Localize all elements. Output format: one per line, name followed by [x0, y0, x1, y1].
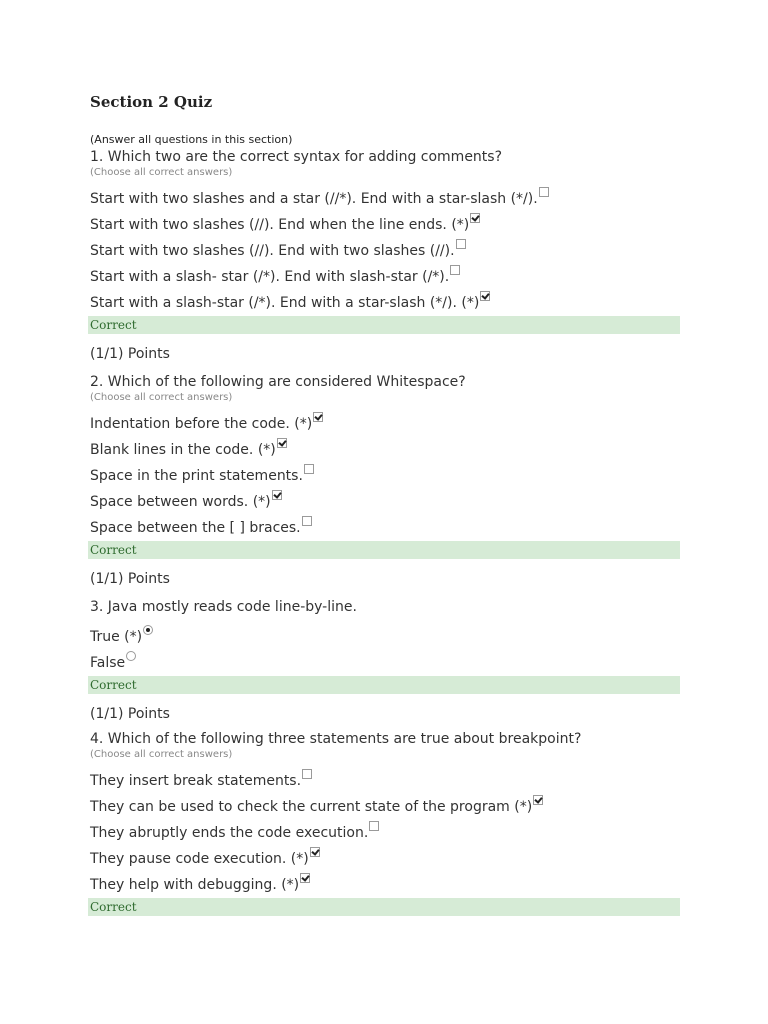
radio-button[interactable]	[143, 625, 153, 635]
checkbox[interactable]	[369, 821, 379, 831]
answer-option	[90, 515, 680, 541]
option-label: Start with a slash-star (/*). End with a star-slash (*/). (*)	[90, 295, 480, 311]
points-score: (1/1) Points	[90, 571, 170, 587]
option-label: They insert break statements.	[90, 773, 302, 789]
checkbox[interactable]	[277, 438, 287, 448]
status-correct: Correct	[88, 676, 680, 694]
checkbox[interactable]	[450, 265, 460, 275]
option-label: Start with two slashes (//). End with two slashes (//).	[90, 243, 455, 259]
checkbox[interactable]	[539, 187, 549, 197]
checkbox[interactable]	[456, 239, 466, 249]
status-correct: Correct	[88, 898, 680, 916]
option-label: Space between the [ ] braces.	[90, 520, 301, 536]
answer-option	[90, 489, 680, 515]
question-text: 2. Which of the following are considered Whitespace?	[90, 374, 466, 390]
option-label: They abruptly ends the code execution.	[90, 825, 369, 841]
answer-option	[90, 650, 680, 676]
answer-option	[90, 238, 680, 264]
section-instructions: (Answer all questions in this section)	[90, 133, 293, 146]
option-label: Space between words. (*)	[90, 494, 271, 510]
status-correct: Correct	[88, 316, 680, 334]
checkbox[interactable]	[300, 873, 310, 883]
points-score: (1/1) Points	[90, 706, 170, 722]
checkbox[interactable]	[313, 412, 323, 422]
points-score: (1/1) Points	[90, 346, 170, 362]
answer-option	[90, 411, 680, 437]
option-label: They can be used to check the current state of the program (*)	[90, 799, 533, 815]
option-label: Start with a slash- star (/*). End with slash-star (/*).	[90, 269, 450, 285]
answer-option	[90, 624, 680, 650]
question-hint: (Choose all correct answers)	[90, 392, 233, 403]
checkbox[interactable]	[310, 847, 320, 857]
answer-option	[90, 846, 680, 872]
checkbox[interactable]	[470, 213, 480, 223]
answer-option	[90, 872, 680, 898]
question-text: 4. Which of the following three statements are true about breakpoint?	[90, 731, 582, 747]
option-label: They help with debugging. (*)	[90, 877, 300, 893]
option-label: Start with two slashes and a star (//*). End with a star-slash (*/).	[90, 191, 538, 207]
checkbox[interactable]	[272, 490, 282, 500]
question-text: 1. Which two are the correct syntax for adding comments?	[90, 149, 503, 165]
question-4	[90, 730, 680, 916]
option-label: False	[90, 655, 126, 671]
checkbox[interactable]	[480, 291, 490, 301]
answer-option	[90, 290, 680, 316]
radio-button[interactable]	[126, 651, 136, 661]
question-hint: (Choose all correct answers)	[90, 167, 233, 178]
option-label: Blank lines in the code. (*)	[90, 442, 276, 458]
checkbox[interactable]	[533, 795, 543, 805]
answer-option	[90, 463, 680, 489]
option-label: Indentation before the code. (*)	[90, 416, 313, 432]
status-correct: Correct	[88, 541, 680, 559]
answer-option	[90, 212, 680, 238]
answer-option	[90, 186, 680, 212]
question-2	[90, 373, 680, 599]
question-hint: (Choose all correct answers)	[90, 749, 233, 760]
answer-option	[90, 794, 680, 820]
checkbox[interactable]	[302, 769, 312, 779]
option-label: They pause code execution. (*)	[90, 851, 309, 867]
answer-option	[90, 768, 680, 794]
answer-option	[90, 264, 680, 290]
question-text: 3. Java mostly reads code line-by-line.	[90, 599, 357, 615]
page-title: Section 2 Quiz	[90, 93, 213, 111]
answer-option	[90, 820, 680, 846]
answer-option	[90, 437, 680, 463]
question-3	[90, 598, 680, 734]
option-label: True (*)	[90, 629, 143, 645]
checkbox[interactable]	[304, 464, 314, 474]
option-label: Space in the print statements.	[90, 468, 303, 484]
question-1	[90, 148, 680, 374]
checkbox[interactable]	[302, 516, 312, 526]
option-label: Start with two slashes (//). End when the line ends. (*)	[90, 217, 470, 233]
